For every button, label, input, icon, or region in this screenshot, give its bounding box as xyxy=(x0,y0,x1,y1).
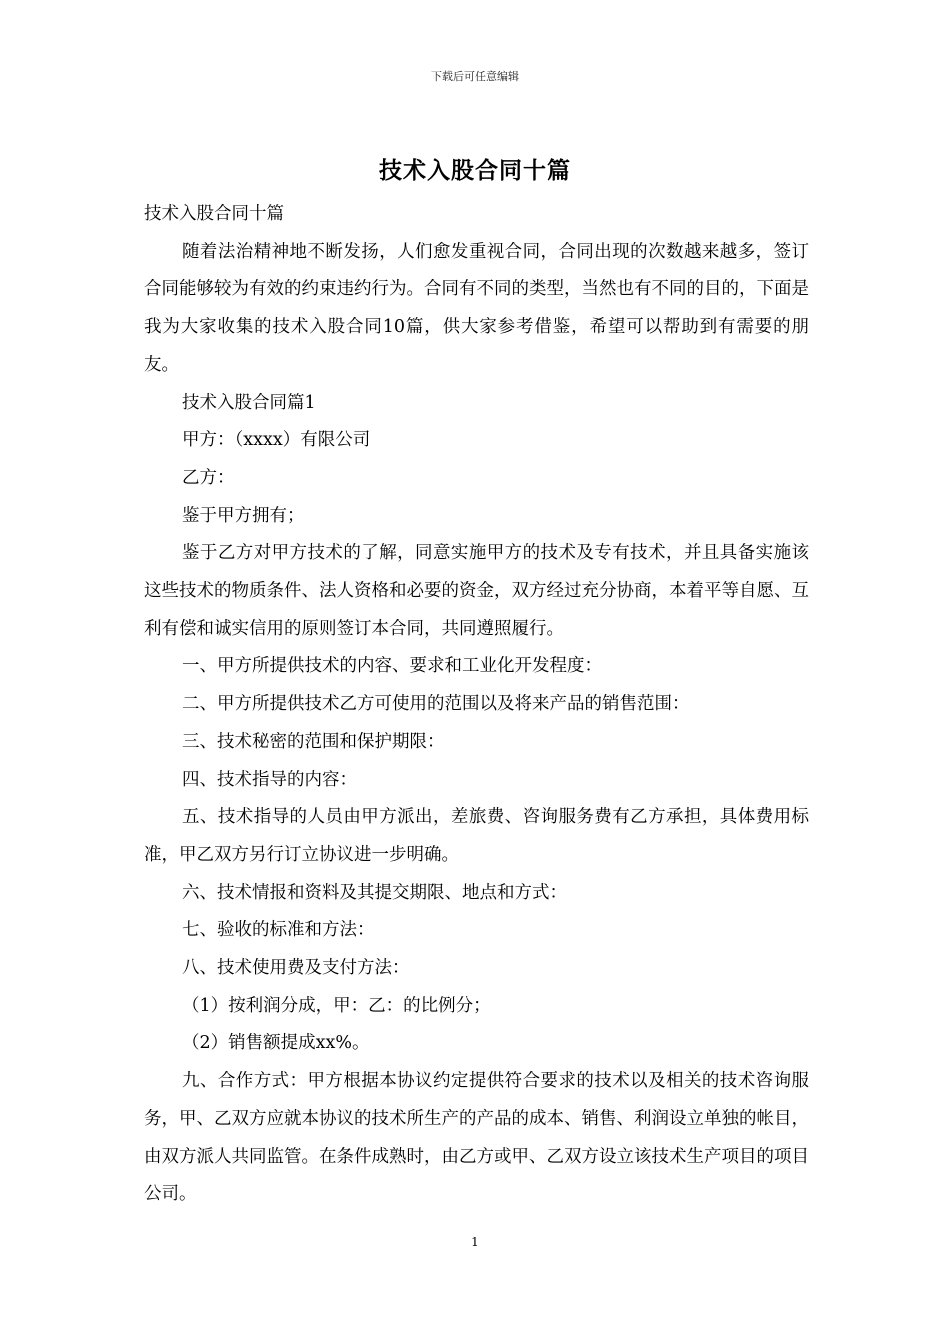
clause-4: 四、技术指导的内容： xyxy=(182,769,357,790)
whereas-paragraph-1: 鉴于甲方拥有； xyxy=(182,505,305,526)
party-a-line: 甲方：（xxxx）有限公司 xyxy=(182,430,371,451)
header-note: 下载后可任意编辑 xyxy=(431,70,519,83)
intro-paragraph: 随着法治精神地不断发扬，人们愈发重视合同，合同出现的次数越来越多，签订合同能够较为有效的约束违约行为。合同有不同的类型，当然也有不同的目的，下面是我为大家收集的技术入股合同10篇，供大家参考借鉴，希望可以帮助到有需要的朋友。 xyxy=(144,241,809,375)
document-body xyxy=(144,196,809,1214)
clause-8-item-1: （1）按利润分成，甲：乙：的比例分； xyxy=(182,995,491,1016)
clause-6: 六、技术情报和资料及其提交期限、地点和方式： xyxy=(182,882,567,903)
clause-1: 一、甲方所提供技术的内容、要求和工业化开发程度： xyxy=(182,656,602,677)
clause-8-item-2: （2）销售额提成xx%。 xyxy=(182,1033,370,1054)
subtitle-paragraph: 技术入股合同十篇 xyxy=(144,204,284,224)
page-number: 1 xyxy=(471,1235,479,1249)
clause-5: 五、技术指导的人员由甲方派出，差旅费、咨询服务费有乙方承担，具体费用标准，甲乙双方另行订立协议进一步明确。 xyxy=(144,807,809,865)
section-heading: 技术入股合同篇1 xyxy=(182,392,316,413)
clause-3: 三、技术秘密的范围和保护期限： xyxy=(182,731,445,752)
clause-2: 二、甲方所提供技术乙方可使用的范围以及将来产品的销售范围： xyxy=(182,694,690,715)
clause-8: 八、技术使用费及支付方法： xyxy=(182,958,410,979)
document-title: 技术入股合同十篇 xyxy=(379,157,571,184)
whereas-paragraph-2: 鉴于乙方对甲方技术的了解，同意实施甲方的技术及专有技术，并且具备实施该这些技术的物质条件、法人资格和必要的资金，双方经过充分协商，本着平等自愿、互利有偿和诚实信用的原则签订本合同，共同遵照履行。 xyxy=(144,543,809,639)
clause-7: 七、验收的标准和方法： xyxy=(182,920,375,941)
party-b-line: 乙方： xyxy=(182,467,235,488)
clause-9: 九、合作方式：甲方根据本协议约定提供符合要求的技术以及相关的技术咨询服务，甲、乙双方应就本协议的技术所生产的产品的成本、销售、利润设立单独的帐目，由双方派人共同监管。在条件成熟时，由乙方或甲、乙双方设立该技术生产项目的项目公司。 xyxy=(144,1071,809,1205)
